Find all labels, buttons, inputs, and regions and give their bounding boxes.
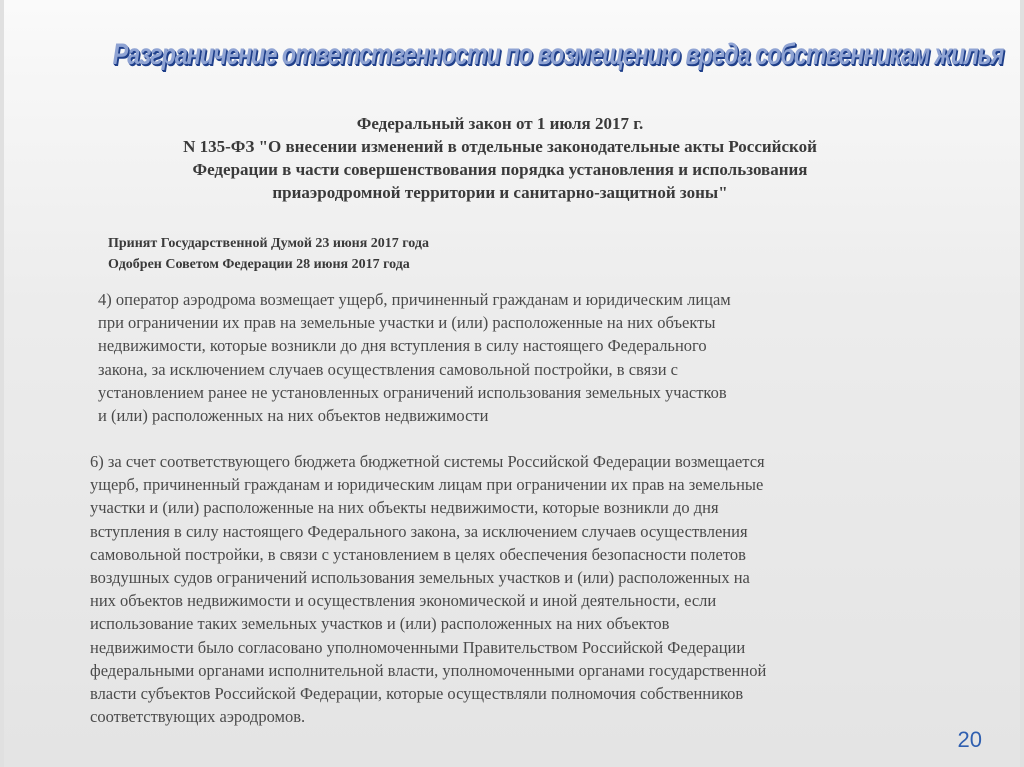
paragraph-line: при ограничении их прав на земельные участки и (или) расположенные на них объекты	[98, 313, 716, 333]
law-heading-line: приаэродромной территории и санитарно-защитной зоны"	[272, 183, 728, 202]
paragraph-6	[90, 450, 920, 728]
paragraph-line: установлением ранее не установленных ограничений использования земельных участков	[98, 382, 727, 402]
paragraph-line: закона, за исключением случаев осуществления самовольной постройки, в связи с	[98, 359, 678, 379]
adoption-info	[108, 233, 429, 275]
law-heading-line: N 135-ФЗ "О внесении изменений в отдельные законодательные акты Российской	[183, 137, 817, 156]
paragraph-line: ущерб, причиненный гражданам и юридическим лицам при ограничении их прав на земельные	[90, 475, 764, 495]
paragraph-line: них объектов недвижимости и осуществления экономической и иной деятельности, если	[90, 591, 717, 611]
adoption-line: Принят Государственной Думой 23 июня 2017 года	[108, 236, 429, 251]
page-number: 20	[957, 727, 982, 752]
paragraph-line: участки и (или) расположенные на них объекты недвижимости, которые возникли до дня	[90, 498, 719, 518]
paragraph-line: соответствующих аэродромов.	[90, 707, 306, 727]
slide-right-border	[1020, 0, 1024, 767]
law-heading	[100, 112, 900, 204]
slide-title: Разграничение ответственности по возмещению вреда собственникам жилья	[112, 38, 1004, 71]
adoption-line: Одобрен Советом Федерации 28 июня 2017 года	[108, 257, 410, 272]
paragraph-line: использование таких земельных участков и (или) расположенных на них объектов	[90, 614, 670, 634]
paragraph-4	[98, 288, 898, 427]
paragraph-line: недвижимости было согласовано уполномоченными Правительством Российской Федерации	[90, 637, 746, 657]
law-heading-line: Федеральный закон от 1 июля 2017 г.	[356, 114, 644, 133]
paragraph-line: недвижимости, которые возникли до дня вступления в силу настоящего Федерального	[98, 336, 707, 356]
paragraph-line: вступления в силу настоящего Федерального закона, за исключением случаев осуществления	[90, 521, 748, 541]
paragraph-line: власти субъектов Российской Федерации, которые осуществляли полномочия собственников	[90, 684, 744, 704]
law-heading-line: Федерации в части совершенствования порядка установления и использования	[192, 160, 808, 179]
paragraph-line: и (или) расположенных на них объектов недвижимости	[98, 406, 489, 426]
paragraph-line: 4) оператор аэродрома возмещает ущерб, причиненный гражданам и юридическим лицам	[98, 290, 731, 309]
paragraph-line: федеральными органами исполнительной власти, уполномоченными органами государственной	[90, 660, 767, 680]
slide-left-border	[0, 0, 4, 767]
paragraph-line: 6) за счет соответствующего бюджета бюджетной системы Российской Федерации возмещается	[90, 452, 765, 471]
paragraph-line: самовольной постройки, в связи с установлением в целях обеспечения безопасности полетов	[90, 544, 746, 564]
paragraph-line: воздушных судов ограничений использования земельных участков и (или) расположенных на	[90, 568, 750, 588]
